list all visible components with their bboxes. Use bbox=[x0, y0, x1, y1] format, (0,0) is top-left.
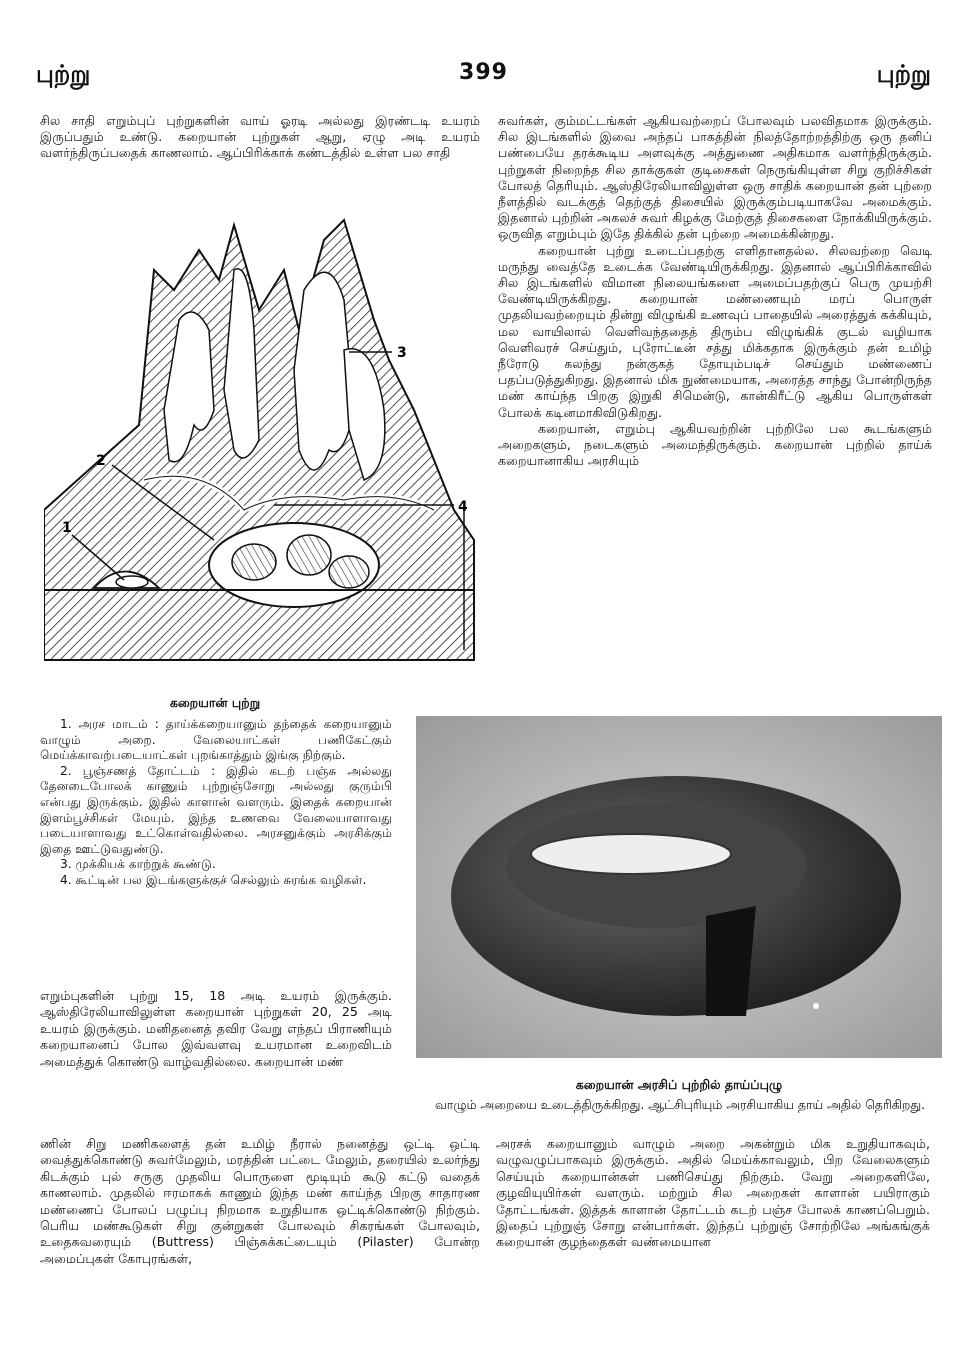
legend-item: 4. கூட்டின் பல இடங்களுக்குச் செல்லும் சுரங்க வழிகள். bbox=[60, 872, 367, 887]
left-column-top bbox=[40, 113, 480, 162]
page-number: 399 bbox=[459, 60, 508, 85]
paragraph: கறையான், எறும்பு ஆகியவற்றின் புற்றிலே பல கூடங்களும் அறைகளும், நடைகளும் அமைந்திருக்கும். கறையான் புற்றில் தாய்க் கறையானாகிய அரசியும் bbox=[498, 420, 932, 469]
right-column-top bbox=[498, 113, 932, 469]
fungus-comb bbox=[232, 544, 276, 580]
photo-caption-sub: வாழும் அறையை உடைத்திருக்கிறது. ஆட்சிபுரியும் அரசியாகிய தாய் அதில் தெரிகிறது. bbox=[434, 1097, 926, 1112]
termite-mound-diagram bbox=[44, 210, 484, 670]
legend-item: 2. பூஞ்சணத் தோட்டம் : இதில் கடற் பஞ்சு அல்லது தேனடைபோலக் காணும் புற்றுஞ்சோறு அல்லது குரும்பி என்பது இருக்கும். இதில் காளான் வளரும். இதைக் கறையான் இளம்பூச்சிகள் மேயும். இந்த உணவை வேலையாளாவது படையாளாவது உட்கொள்வதில்லை. அரசனுக்கும் அரசிக்கும் இதை ஊட்டுவதுண்டு. bbox=[40, 763, 392, 856]
photo-speck bbox=[813, 1003, 819, 1009]
label-2: 2 bbox=[96, 453, 106, 469]
label-3: 3 bbox=[397, 345, 407, 361]
right-column-bottom: அரசக் கறையானும் வாழும் அறை அகன்றும் மிக உறுதியாகவும், வழுவழுப்பாகவும் இருக்கும். அதில் மெய்க்காவலும், பிற வேலைகளும் செய்யும் கறையான்கள் பணிசெய்து நிற்கும். வேறு அறைகளிலே, குழவியுயிர்கள் வளரும். மற்றும் சில அறைகள் காளான் பயிராகும் தோட்டங்கள். இத்தக் காளான் தோட்டம் கடற் பஞ்ச போலக் காணப்பெறும். இதைப் புற்றுஞ் சோறு என்பார்கள். இந்தப் புற்றுஞ் சோற்றிலே அங்கங்குக் கறையான் குழந்தைகள் வண்மையான bbox=[496, 1136, 930, 1250]
running-head-right: புற்று bbox=[876, 60, 931, 88]
running-head-left: புற்று bbox=[36, 60, 91, 88]
paragraph: சில சாதி எறும்புப் புற்றுகளின் வாய் ஓரடி அல்லது இரண்டடி உயரம் இருப்பதும் உண்டு. கறையான் புற்றுகள் ஆறு, ஏழு அடி உயரம் வளர்ந்திருப்பதைக் காணலாம். ஆப்பிரிக்காக் கண்டத்தில் உள்ள பல சாதி bbox=[40, 113, 480, 161]
left-column-bottom: ணின் சிறு மணிகளைத் தன் உமிழ் நீரால் நனைத்து ஒட்டி ஒட்டி வைத்துக்கொண்டு சுவர்மேலும், மரத்தின் பட்டை மேலும், தரையில் உலர்ந்து கிடக்கும் புல் சருகு முதலிய பொருளை மூடியும் கூடு கட்டு வதைக் காணலாம். முதலில் ஈரமாகக் காணும் இந்த மண் காய்ந்த பிறகு சாதாரண மண்ணைப் போலப் பழுப்பு நிறமாக உறுதியாக ஒட்டிக்கொண்டு நிற்கும். பெரிய மண்கூடுகள் சிறு குன்றுகள் போலவும் சிகரங்கள் போலவும், உதைசுவரையும் (Buttress) பிஞ்சுக்கட்டையும் (Pilaster) போன்ற அமைப்புகள் கோபுரங்கள், bbox=[40, 1136, 480, 1266]
legend-item: 1. அரச மாடம் : தாய்க்கறையானும் தந்தைக் கறையானும் வாழும் அறை. வேலையாட்கள் பணிகேட்கும் மெய்க்காவற்படையாட்கள் புறங்காத்தும் இங்கு நிற்கும். bbox=[40, 717, 392, 763]
queen-chamber-photo bbox=[416, 716, 942, 1058]
photo-caption-title: கறையான் அரசிப் புற்றில் தாய்ப்புழு bbox=[575, 1077, 783, 1092]
label-1: 1 bbox=[62, 520, 72, 536]
fungus-comb bbox=[287, 535, 331, 575]
figure-caption: கறையான் புற்று bbox=[169, 695, 261, 710]
paragraph: சுவர்கள், கும்மட்டங்கள் ஆகியவற்றைப் போலவும் பலவிதமாக இருக்கும். சில இடங்களில் இவை அந்தப் பாகத்தின் நிலத்தோற்றத்திற்கு ஒரு தனிப் பண்பையே தரக்கூடிய அளவுக்கு அத்துணை அதிகமாக வளர்ந்திருக்கும். புற்றுகள் நிறைந்த சில தாக்குகள் குடிசைகள் நெருங்கியுள்ள சிறு குறிச்சிகள் போலத் தெரியும். ஆஸ்திரேலியாவிலுள்ள ஒரு சாதிக் கறையான் தன் புற்றை நீளத்தில் வடக்குத் தெற்குத் திசையில் இருக்கும்படியாகவே அமைக்கும். இதனால் புற்றின் அகலச் சுவர் கிழக்கு மேற்குத் திசைகளை நோக்கியிருக்கும். ஒருவித எறும்பும் இதே திக்கில் தன் புற்றை அமைக்கின்றது. bbox=[498, 113, 932, 242]
fungus-comb bbox=[329, 556, 369, 588]
queen-body bbox=[531, 834, 731, 874]
label-4: 4 bbox=[458, 499, 468, 515]
paragraph: கறையான் புற்று உடைப்பதற்கு எளிதானதல்ல. சிலவற்றை வெடி மருந்து வைத்தே உடைக்க வேண்டியிருக்கிறது. இதனால் ஆப்பிரிக்காவில் சில இடங்களில் விமான நிலையங்களை அமைப்பதற்குப் பெரு முயற்சி வேண்டியிருக்கிறது. கறையான் மண்ணையும் மரப் பொருள் முதலியவற்றையும் தின்று விழுங்கி உணவுப் பாதையில் அரைத்துக் கக்கியும், மல வாயிலால் வெளிவந்ததைத் திரும்ப விழுங்கிக் குடல் வழியாக வெளிவரச் செய்தும், புரோட்டீன் சத்து மிக்கதாக இருக்கும் தன் உமிழ் நீரோடு கலந்து நன்குகத் தோயும்படிச் செய்தும் மண்ணைப் பதப்படுத்துகிறது. இதனால் மிக நுண்மையாக, அரைத்த சாந்து போன்றிருந்த மண் காய்ந்த பிறகு இறுகி சிமென்டு, கான்கிரீட்டு ஆகிய பொருள்கள் போலக் கடினமாகிவிடுகிறது. bbox=[498, 242, 932, 420]
legend-item: 3. முக்கியக் காற்றுக் கூண்டு. bbox=[60, 857, 216, 872]
figure-legend bbox=[40, 717, 392, 889]
left-column-middle: எறும்புகளின் புற்று 15, 18 அடி உயரம் இருக்கும். ஆஸ்திரேலியாவிலுள்ள கறையான் புற்றுகள் 20, 25 அடி உயரம் இருக்கும். மனிதனைத் தவிர வேறு எந்தப் பிராணியும் கறையானைப் போல இவ்வளவு உயரமான உறைவிடம் அமைத்துக் கொண்டு வாழ்வதில்லை. கறையான் மண் bbox=[40, 988, 392, 1069]
